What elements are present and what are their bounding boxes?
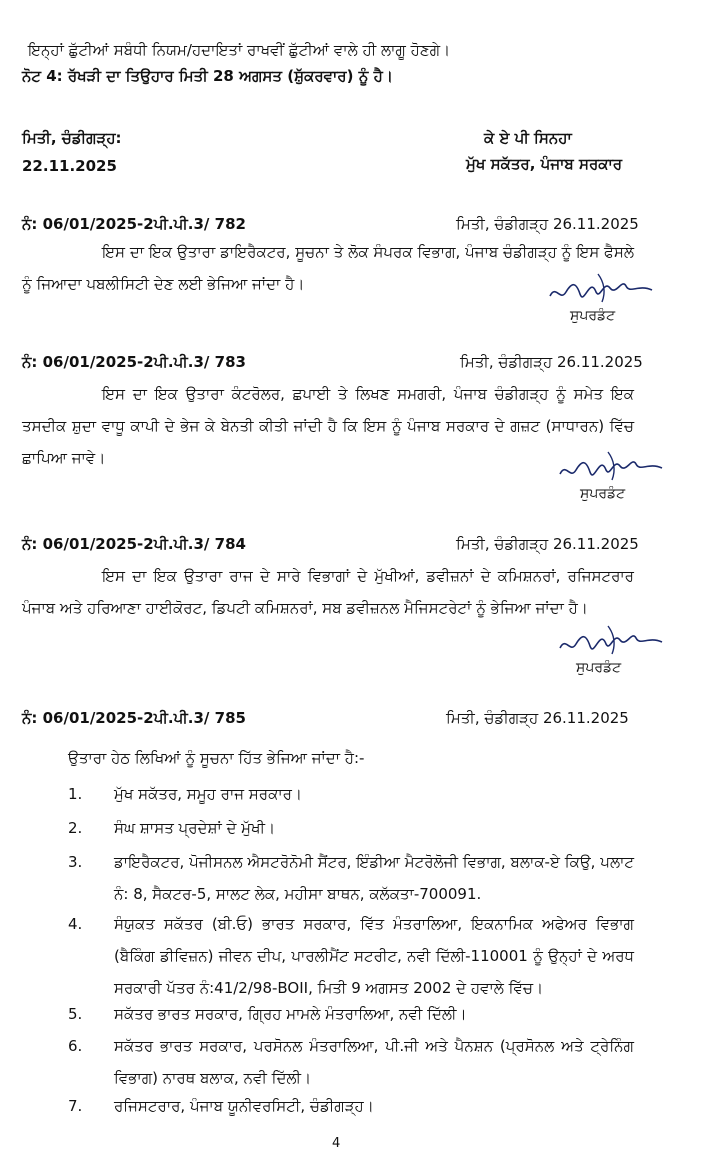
list-item: ਸੰਯੁਕਤ ਸਕੱਤਰ (ਬੀ.ਓ) ਭਾਰਤ ਸਰਕਾਰ, ਵਿੱਤ ਮੰਤਰਾਲਿਆ, ਇਕਨਾਮਿਕ ਅਫੇਅਰ ਵਿਭਾਗ (ਬੈਕਿੰਗ ਡੀਵਿਜ਼ਨ) ਜੀਵਨ ਦੀਪ, ਪਾਰਲੀਮੈਂਟ ਸਟਰੀਟ, ਨਵੀ ਦਿੱਲੀ-110001 ਨੂੰ ਉਨ੍ਹਾਂ ਦੇ ਅਰਧ ਸਰਕਾਰੀ ਪੱਤਰ ਨੰ:41/2/98-BOII, ਮਿਤੀ 9 ਅਗਸਤ 2002 ਦੇ ਹਵਾਲੇ ਵਿੱਚ। xyxy=(114,915,634,997)
list-item-number: 7. xyxy=(68,1097,83,1115)
list-item-number: 4. xyxy=(68,915,83,933)
list-item: ਡਾਇਰੈਕਟਰ, ਪੋਜੀਸਨਲ ਐਸਟਰੋਨੋਮੀ ਸੈਂਟਰ, ਇੰਡੀਆ ਮੈਟਰੋਲੋਜੀ ਵਿਭਾਗ, ਬਲਾਕ-ਏ ਕਿਉ, ਪਲਾਟ ਨੰ: 8, ਸੈਕਟਰ-5, ਸਾਲਟ ਲੇਕ, ਮਹੀਸਾ ਬਾਥਨ, ਕਲੱਕਤਾ-700091. xyxy=(114,853,634,903)
ref-date-784: ਮਿਤੀ, ਚੰਡੀਗੜ੍ਹ 26.11.2025 xyxy=(456,535,639,553)
list-item-number: 5. xyxy=(68,1005,83,1023)
ref-date-785: ਮਿਤੀ, ਚੰਡੀਗੜ੍ਹ 26.11.2025 xyxy=(446,709,629,727)
list-item-number: 1. xyxy=(68,785,83,803)
list-item: ਮੁੱਖ ਸਕੱਤਰ, ਸਮੂਹ ਰਾਜ ਸਰਕਾਰ। xyxy=(114,785,303,803)
list-item: ਸੰਘ ਸ਼ਾਸਤ ਪ੍ਰਦੇਸ਼ਾਂ ਦੇ ਮੁੱਖੀ। xyxy=(114,819,276,837)
paragraph-782: ਇਸ ਦਾ ਇਕ ਉਤਾਰਾ ਡਾਇਰੈਕਟਰ, ਸੂਚਨਾ ਤੇ ਲੋਕ ਸੰਪਰਕ ਵਿਭਾਗ, ਪੰਜਾਬ ਚੰਡੀਗੜ੍ਹ ਨੂੰ ਇਸ ਫੈਸਲੇ ਨੂੰ ਜਿਆਦਾ ਪਬਲੀਸਿਟੀ ਦੇਣ ਲਈ ਭੇਜਿਆ ਜਾਂਦਾ ਹੈ। xyxy=(22,243,634,293)
header-date: 22.11.2025 xyxy=(22,157,117,175)
signatory-label-783: ਸੁਪਰਡੰਟ xyxy=(580,486,626,502)
list-item: ਰਜਿਸਟਰਾਰ, ਪੰਜਾਬ ਯੂਨੀਵਰਸਿਟੀ, ਚੰਡੀਗੜ੍ਹ। xyxy=(114,1097,374,1115)
list-item: ਸਕੱਤਰ ਭਾਰਤ ਸਰਕਾਰ, ਪਰਸੋਨਲ ਮੰਤਰਾਲਿਆ, ਪੀ.ਜੀ ਅਤੇ ਪੈਨਸ਼ਨ (ਪ੍ਰਸੋਨਲ ਅਤੇ ਟ੍ਰੇਨਿੰਗ ਵਿਭਾਗ) ਨਾਰਥ ਬਲਾਕ, ਨਵੀ ਦਿੱਲੀ। xyxy=(114,1037,634,1087)
list-item: ਸਕੱਤਰ ਭਾਰਤ ਸਰਕਾਰ, ਗ੍ਰਿਹ ਮਾਮਲੇ ਮੰਤਰਾਲਿਆ, ਨਵੀ ਦਿੱਲੀ। xyxy=(114,1005,467,1023)
list-item-number: 2. xyxy=(68,819,83,837)
paragraph-783: ਇਸ ਦਾ ਇਕ ਉਤਾਰਾ ਕੰਟਰੋਲਰ, ਛਪਾਈ ਤੇ ਲਿਖਣ ਸਮਗਰੀ, ਪੰਜਾਬ ਚੰਡੀਗੜ੍ਹ ਨੂੰ ਸਮੇਤ ਇਕ ਤਸਦੀਕ ਸ਼ੁਦਾ ਵਾਧੂ ਕਾਪੀ ਦੇ ਭੇਜ ਕੇ ਬੇਨਤੀ ਕੀਤੀ ਜਾਂਦੀ ਹੈ ਕਿ ਇਸ ਨੂੰ ਪੰਜਾਬ ਸਰਕਾਰ ਦੇ ਗਜ਼ਟ (ਸਾਧਾਰਨ) ਵਿੱਚ ਛਾਪਿਆ ਜਾਵੇ। xyxy=(22,385,634,467)
ref-number-784: ਨੰ: 06/01/2025-2ਪੀ.ਪੀ.3/ 784 xyxy=(22,535,246,553)
intro-line: ਇਨ੍ਹਾਂ ਛੁੱਟੀਆਂ ਸਬੰਧੀ ਨਿਯਮ/ਹਦਾਇਤਾਂ ਰਾਖਵੀਂ ਛੁੱਟੀਆਂ ਵਾਲੇ ਹੀ ਲਾਗੂ ਹੋਣਗੇ। xyxy=(28,41,451,59)
signatory-name: ਕੇ ਏ ਪੀ ਸਿਨਹਾ xyxy=(484,129,572,147)
note-4: ਨੋਟ 4: ਰੱਖੜੀ ਦਾ ਤਿਉਹਾਰ ਮਿਤੀ 28 ਅਗਸਤ (ਸ਼ੁੱਕਰਵਾਰ) ਨੂੰ ਹੈ। xyxy=(22,67,393,85)
header-place: ਮਿਤੀ, ਚੰਡੀਗੜ੍ਹ: xyxy=(22,129,122,147)
ref-date-783: ਮਿਤੀ, ਚੰਡੀਗੜ੍ਹ 26.11.2025 xyxy=(460,353,643,371)
ref-number-783: ਨੰ: 06/01/2025-2ਪੀ.ਪੀ.3/ 783 xyxy=(22,353,246,371)
ref-number-782: ਨੰ: 06/01/2025-2ਪੀ.ਪੀ.3/ 782 xyxy=(22,215,246,233)
list-item-number: 6. xyxy=(68,1037,83,1055)
paragraph-784: ਇਸ ਦਾ ਇਕ ਉਤਾਰਾ ਰਾਜ ਦੇ ਸਾਰੇ ਵਿਭਾਗਾਂ ਦੇ ਮੁੱਖੀਆਂ, ਡਵੀਜ਼ਨਾਂ ਦੇ ਕਮਿਸ਼ਨਰਾਂ, ਰਜਿਸਟਰਾਰ ਪੰਜਾਬ ਅਤੇ ਹਰਿਆਣਾ ਹਾਈਕੋਰਟ, ਡਿਪਟੀ ਕਮਿਸ਼ਨਰਾਂ, ਸਬ ਡਵੀਜ਼ਨਲ ਮੈਜਿਸਟਰੇਟਾਂ ਨੂੰ ਭੇਜਿਆ ਜਾਂਦਾ ਹੈ। xyxy=(22,567,634,617)
ref-number-785: ਨੰ: 06/01/2025-2ਪੀ.ਪੀ.3/ 785 xyxy=(22,709,246,727)
list-item-number: 3. xyxy=(68,853,83,871)
ref-date-782: ਮਿਤੀ, ਚੰਡੀਗੜ੍ਹ 26.11.2025 xyxy=(456,215,639,233)
page-number: 4 xyxy=(332,1136,341,1151)
signatory-label-784: ਸੁਪਰਡੰਟ xyxy=(576,660,622,676)
signatory-designation: ਮੁੱਖ ਸਕੱਤਰ, ਪੰਜਾਬ ਸਰਕਾਰ xyxy=(466,155,623,173)
distribution-intro: ਉਤਾਰਾ ਹੇਠ ਲਿਖਿਆਂ ਨੂੰ ਸੂਚਨਾ ਹਿੱਤ ਭੇਜਿਆ ਜਾਂਦਾ ਹੈ:- xyxy=(68,749,365,767)
signatory-label-782: ਸੁਪਰਡੰਟ xyxy=(570,308,616,324)
